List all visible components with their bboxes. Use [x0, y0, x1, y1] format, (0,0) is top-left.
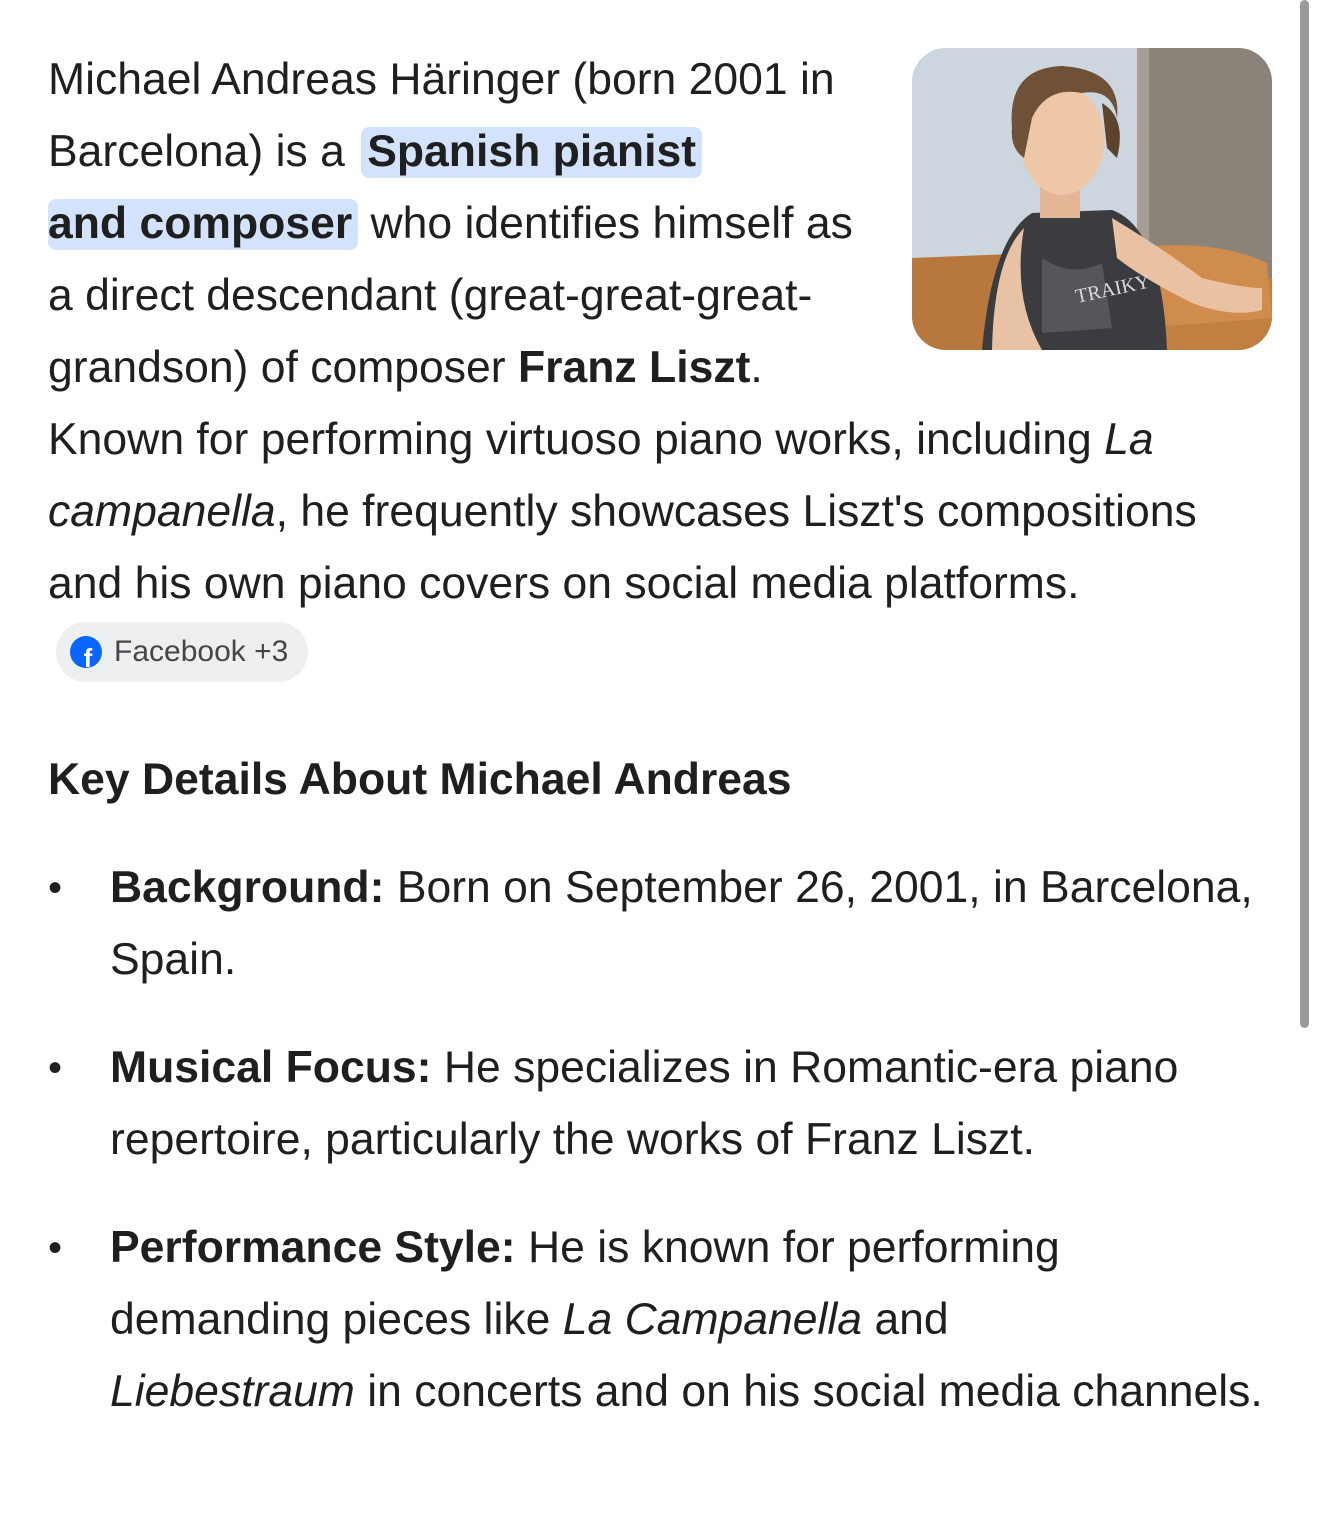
work-la-campanella: La campanella — [48, 415, 1154, 536]
detail-label: Musical Focus: — [110, 1043, 432, 1092]
list-item — [48, 1032, 1272, 1176]
detail-text: He is known for performing demanding pieces like — [110, 1223, 1060, 1344]
work-liebestraum: Liebestraum — [110, 1367, 355, 1416]
list-item — [48, 852, 1272, 996]
detail-text: He specializes in Romantic-era piano repertoire, particularly the works of Franz Liszt. — [110, 1043, 1179, 1164]
person-photo[interactable] — [912, 48, 1272, 350]
answer-content — [48, 44, 1272, 1464]
bullet-icon: • — [48, 866, 63, 910]
intro-text-4: , he frequently showcases Liszt's compositions and his own piano covers on social media platforms. — [48, 487, 1197, 608]
scrollbar[interactable] — [1300, 0, 1309, 1028]
facebook-icon: f — [70, 636, 102, 668]
source-chip-label: Facebook +3 — [114, 635, 289, 669]
detail-label: Performance Style: — [110, 1223, 516, 1272]
work-la-campanella: La Campanella — [562, 1295, 863, 1344]
svg-text:TRAIKY: TRAIKY — [1073, 270, 1152, 308]
person-photo-illustration — [912, 48, 1272, 350]
highlight-spanish-pianist[interactable]: Spanish pianist — [361, 127, 702, 178]
detail-text: Born on September 26, 2001, in Barcelona, Spain. — [110, 863, 1253, 984]
intro-text-2: who identifies himself as a direct descendant (great-great-great-grandson) of composer — [48, 199, 853, 392]
section-heading: Key Details About Michael Andreas — [48, 755, 792, 804]
bullet-icon: • — [48, 1226, 63, 1270]
source-chip-facebook[interactable] — [56, 622, 308, 682]
detail-text: in concerts and on his social media channels. — [367, 1367, 1263, 1416]
highlight-and-composer[interactable]: and composer — [48, 199, 358, 250]
detail-text: and — [874, 1295, 949, 1344]
bullet-icon: • — [48, 1046, 63, 1090]
details-list — [48, 816, 1272, 1428]
detail-label: Background: — [110, 863, 385, 912]
intro-text-3: . Known for performing virtuoso piano works, including — [48, 343, 1092, 464]
name-franz-liszt: Franz Liszt — [517, 343, 751, 392]
intro-text-1: Michael Andreas Häringer (born 2001 in Barcelona) is a — [48, 55, 835, 176]
list-item — [48, 1212, 1272, 1428]
